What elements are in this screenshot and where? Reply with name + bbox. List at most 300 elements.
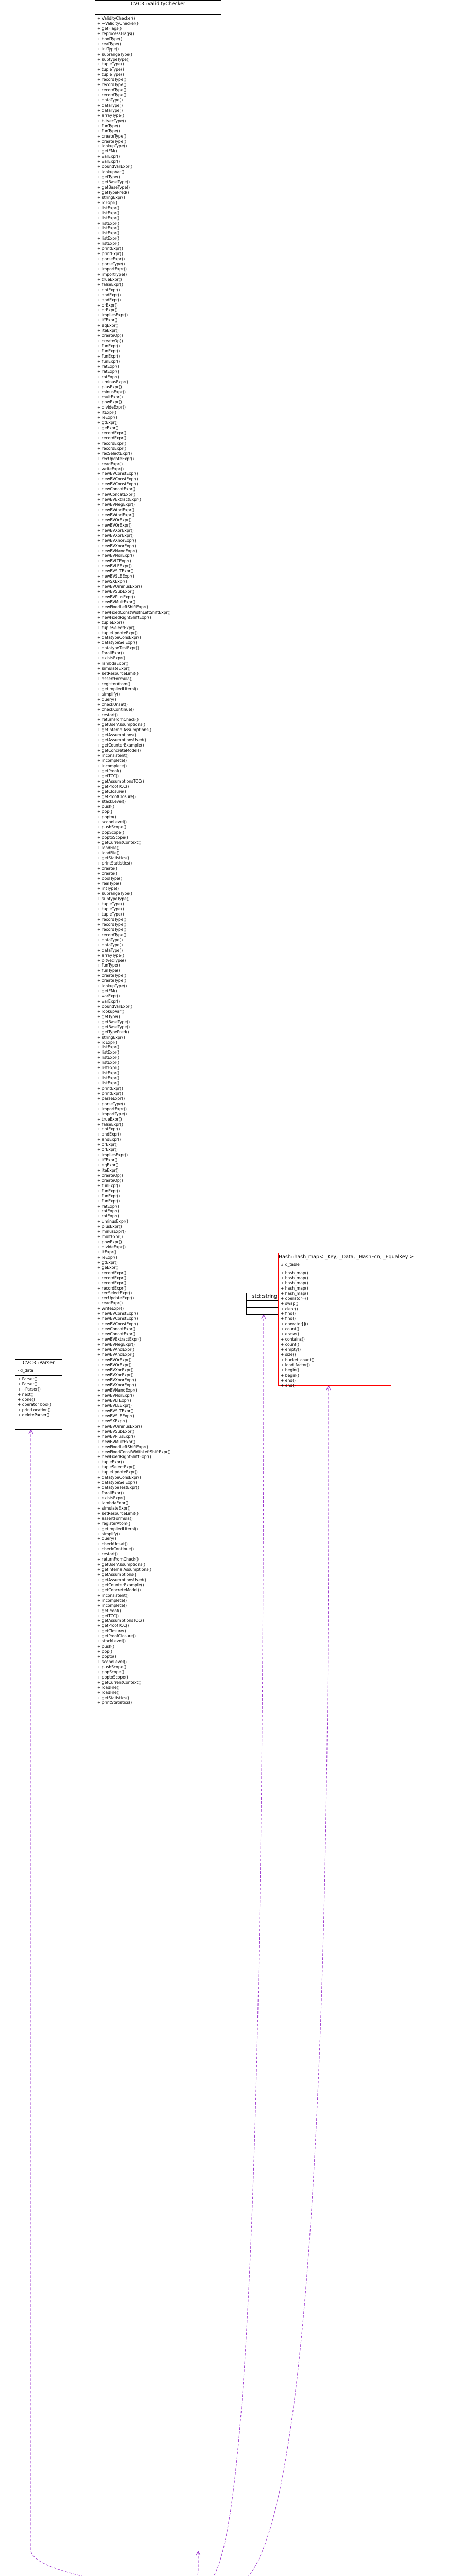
method-row: + newBVXorExpr() — [97, 533, 134, 538]
method-row: + getImpliedLiteral() — [97, 686, 139, 691]
method-row: + registerAtom() — [97, 1521, 131, 1526]
method-row: + simulateExpr() — [97, 1505, 131, 1511]
method-row: + count() — [281, 1342, 300, 1347]
method-row: + varExpr() — [97, 999, 120, 1004]
method-row: + impliesExpr() — [97, 313, 128, 318]
method-row: + ratExpr() — [97, 364, 119, 369]
methods-section — [279, 1269, 391, 1390]
method-row: + getUserAssumptions() — [97, 1562, 146, 1567]
attributes-section — [279, 1261, 391, 1269]
method-row: + funExpr() — [97, 359, 120, 364]
method-row: + newBVXnorExpr() — [97, 1383, 136, 1388]
method-row: + importType() — [97, 272, 127, 277]
attributes-section — [247, 1301, 283, 1308]
method-row: + funExpr() — [97, 1198, 120, 1204]
method-row: + newConcatExpr() — [97, 487, 136, 492]
method-row: + recordType() — [97, 82, 127, 88]
edge-d-map — [234, 1386, 329, 2576]
method-row: + createOp() — [97, 1173, 123, 1178]
method-row: + listExpr() — [97, 1076, 120, 1081]
method-row: + recordExpr() — [97, 440, 127, 446]
class-title: Hash::hash_map< _Key, _Data, _HashFcn, _EqualKey > — [279, 1253, 391, 1261]
method-row: + tupleSelectExpr() — [97, 1465, 136, 1470]
attributes-section — [15, 1367, 62, 1376]
method-row: + listExpr() — [97, 1045, 120, 1050]
method-row: + getClosure() — [97, 789, 126, 794]
method-row: + returnFromCheck() — [97, 717, 139, 722]
method-row: + bitvecType() — [97, 118, 126, 123]
method-row: + loadFile() — [97, 850, 120, 855]
method-row: + operator=() — [281, 1296, 308, 1301]
method-row: + assertFormula() — [97, 1516, 133, 1521]
method-row: + recordType() — [97, 922, 127, 927]
method-row: + arrayType() — [97, 113, 125, 118]
method-row: + listExpr() — [97, 215, 120, 221]
method-row: + andExpr() — [97, 1137, 122, 1142]
method-row: + newBVConstExpr() — [97, 471, 139, 477]
method-row: + gtExpr() — [97, 420, 118, 426]
method-row: + intType() — [97, 886, 119, 891]
method-row: + restart() — [97, 1552, 118, 1557]
method-row: + newBVNegExpr() — [97, 502, 135, 507]
method-row: + Parser() — [18, 1376, 38, 1381]
method-row: + pop() — [97, 1649, 112, 1654]
method-row: + newBVXnorExpr() — [97, 543, 136, 548]
method-row: + getStatistics() — [97, 1695, 129, 1700]
method-row: + lookupType() — [97, 144, 127, 149]
method-row: + orExpr() — [97, 308, 118, 313]
method-row: + listExpr() — [97, 1065, 120, 1071]
method-row: + newBVLTExpr() — [97, 558, 131, 564]
method-row: + orExpr() — [97, 1142, 118, 1147]
method-row: + getImpliedLiteral() — [97, 1526, 139, 1531]
method-row: + uminusExpr() — [97, 379, 128, 384]
method-row: + listExpr() — [97, 210, 120, 215]
method-row: + createType() — [97, 133, 127, 139]
method-row: + dataType() — [97, 937, 123, 942]
method-row: + tupleType() — [97, 902, 124, 907]
method-row: + checkContinue() — [97, 707, 134, 712]
method-row: + incomplete() — [97, 1603, 127, 1608]
method-row: + ratExpr() — [97, 1209, 119, 1214]
method-row: + recordExpr() — [97, 430, 127, 435]
method-row: + andExpr() — [97, 297, 122, 302]
method-row: + subrangeType() — [97, 52, 132, 57]
method-row: + realType() — [97, 881, 122, 886]
method-row: + getStatistics() — [97, 855, 129, 860]
method-row: + incomplete() — [97, 1598, 127, 1603]
method-row: + push() — [97, 804, 115, 809]
method-row: + tupleType() — [97, 912, 124, 917]
method-row: + newBVNegExpr() — [97, 1342, 135, 1347]
method-row: + scopeLevel() — [97, 1659, 127, 1664]
method-row: + setResourceLimit() — [97, 671, 139, 676]
method-row: + getCounterExample() — [97, 1582, 144, 1587]
method-row: + printLocation() — [18, 1407, 51, 1412]
method-row: + tupleExpr() — [97, 620, 124, 625]
method-row: + getTypePred() — [97, 190, 129, 195]
method-row: + begin() — [281, 1372, 299, 1378]
methods-section — [15, 1376, 62, 1419]
method-row: + newFixedConstWidthLeftShiftExpr() — [97, 1449, 171, 1454]
method-row: + datatypeSelExpr() — [97, 640, 137, 646]
method-row: + existsExpr() — [97, 656, 125, 661]
class-parser[interactable] — [15, 1359, 62, 1430]
method-row: + newBVXnorExpr() — [97, 538, 136, 543]
method-row: + varExpr() — [97, 159, 120, 164]
method-row: + count() — [281, 1327, 300, 1332]
method-row: + bucket_count() — [281, 1357, 315, 1362]
method-row: + printExpr() — [97, 1091, 123, 1096]
method-row: + getClosure() — [97, 1629, 126, 1634]
method-row: + hash_map() — [281, 1291, 308, 1296]
method-row: + getTCC() — [97, 773, 119, 778]
method-row: + popScope() — [97, 830, 125, 835]
method-row: + incomplete() — [97, 758, 127, 763]
method-row: + lambdaExpr() — [97, 661, 129, 666]
method-row: + createOp() — [97, 1178, 123, 1183]
methods-section — [95, 15, 221, 1707]
method-row: + createOp() — [97, 333, 123, 338]
method-row: + lookupType() — [97, 984, 127, 989]
method-row: + checkUnsat() — [97, 1541, 128, 1547]
method-row: + iteExpr() — [97, 328, 119, 333]
class-title: CVC3::Parser — [15, 1360, 62, 1367]
method-row: + newBVSLEExpr() — [97, 1413, 134, 1418]
method-row: + listExpr() — [97, 1081, 120, 1086]
method-row: + newBVMultExpr() — [97, 599, 136, 604]
method-row: + newSXExpr() — [97, 1418, 127, 1423]
method-row: + getBaseType() — [97, 180, 130, 184]
method-row: + poptoScope() — [97, 835, 128, 840]
method-row: + newBVSubExpr() — [97, 1429, 135, 1434]
method-row: + newFixedLeftShiftExpr() — [97, 1444, 148, 1449]
method-row: + newBVConstExpr() — [97, 1316, 139, 1321]
method-row: + getInternalAssumptions() — [97, 1567, 152, 1572]
method-row: + popScope() — [97, 1669, 125, 1674]
method-row: + dataType() — [97, 942, 123, 947]
method-row: + clear() — [281, 1306, 298, 1311]
method-row: + newBVMultExpr() — [97, 1439, 136, 1444]
method-row: + recordType() — [97, 77, 127, 82]
method-row: + tupleType() — [97, 72, 124, 77]
method-row: + plusExpr() — [97, 384, 122, 389]
method-row: + multExpr() — [97, 1234, 123, 1240]
class-validity-checker[interactable] — [95, 0, 221, 2551]
method-row: + end() — [281, 1383, 296, 1388]
method-row: + newBVConstExpr() — [97, 1311, 139, 1316]
attribute-row: - d_data — [18, 1368, 33, 1373]
method-row: + query() — [97, 1536, 116, 1541]
method-row: + lookupVar() — [97, 170, 125, 175]
method-row: + realType() — [97, 41, 122, 46]
method-row: + boundVarExpr() — [97, 1004, 133, 1009]
method-row: + leExpr() — [97, 1255, 117, 1260]
method-row: + getAssumptionsUsed() — [97, 738, 146, 743]
method-row: + getInternalAssumptions() — [97, 727, 152, 733]
method-row: + createType() — [97, 973, 127, 978]
method-row: + tupleExpr() — [97, 1460, 124, 1465]
method-row: + dataType() — [97, 103, 123, 108]
method-row: + lambdaExpr() — [97, 1500, 129, 1505]
method-row: + newBVXorExpr() — [97, 528, 134, 533]
method-row: + ~ValidityChecker() — [97, 21, 139, 26]
method-row: + getAssumptions() — [97, 1572, 136, 1577]
method-row: + tupleSelectExpr() — [97, 625, 136, 630]
method-row: + datatypeConsExpr() — [97, 1475, 141, 1480]
class-hash-map[interactable] — [278, 1253, 414, 1388]
method-row: + datatypeConsExpr() — [97, 635, 141, 640]
method-row: + trueExpr() — [97, 1116, 122, 1122]
method-row: + recordType() — [97, 88, 127, 93]
method-row: + geExpr() — [97, 1265, 119, 1270]
method-row: + funExpr() — [97, 344, 120, 348]
method-row: + stringExpr() — [97, 195, 125, 200]
method-row: + newBVNandExpr() — [97, 1388, 137, 1393]
method-row: + stringExpr() — [97, 1035, 125, 1040]
method-row: + newBVLEExpr() — [97, 1403, 132, 1409]
method-row: + tupleType() — [97, 907, 124, 912]
method-row: + powExpr() — [97, 1240, 122, 1245]
method-row: + listExpr() — [97, 241, 120, 246]
method-row: + newBVXnorExpr() — [97, 1378, 136, 1383]
method-row: + newBVOrExpr() — [97, 1362, 132, 1367]
method-row: + andExpr() — [97, 1132, 122, 1137]
method-row: + deleteParser() — [18, 1412, 50, 1417]
method-row: + getTypePred() — [97, 1029, 129, 1035]
method-row: + notExpr() — [97, 287, 120, 292]
method-row: + forallExpr() — [97, 1490, 124, 1495]
method-row: + listExpr() — [97, 1071, 120, 1076]
method-row: + getTCC() — [97, 1613, 119, 1618]
method-row: + newBVNorExpr() — [97, 553, 134, 558]
method-row: + create() — [97, 871, 117, 876]
method-row: + inconsistent() — [97, 753, 129, 758]
method-row: + listExpr() — [97, 1055, 120, 1060]
method-row: + newConcatExpr() — [97, 1331, 136, 1336]
method-row: + hash_map() — [281, 1285, 308, 1291]
method-row: + dataType() — [97, 947, 123, 953]
method-row: + newFixedConstWidthLeftShiftExpr() — [97, 609, 171, 615]
method-row: + printStatistics() — [97, 1700, 132, 1705]
method-row: + boolType() — [97, 876, 123, 881]
method-row: + Parser() — [18, 1381, 38, 1386]
method-row: + boolType() — [97, 36, 123, 41]
method-row: + getCurrentContext() — [97, 840, 142, 845]
method-row: + recordType() — [97, 917, 127, 922]
method-row: + printStatistics() — [97, 860, 132, 866]
method-row: + createType() — [97, 978, 127, 984]
method-row: + impliesExpr() — [97, 1153, 128, 1158]
method-row: + contains() — [281, 1337, 305, 1342]
method-row: + checkContinue() — [97, 1547, 134, 1552]
method-row: + getType() — [97, 175, 120, 180]
method-row: + newBVNorExpr() — [97, 1393, 134, 1398]
method-row: + getCounterExample() — [97, 743, 144, 748]
method-row: + getProofClosure() — [97, 1634, 136, 1639]
class-title: CVC3::ValidityChecker — [95, 1, 221, 8]
method-row: + getCurrentContext() — [97, 1680, 142, 1685]
method-row: + pop() — [97, 809, 112, 815]
method-row: + newBVConstExpr() — [97, 477, 139, 482]
method-row: + loadFile() — [97, 845, 120, 850]
method-row: + newSXExpr() — [97, 579, 127, 584]
method-row: + newBVConstExpr() — [97, 1321, 139, 1327]
method-row: + datatypeSelExpr() — [97, 1480, 137, 1485]
method-row: + loadFile() — [97, 1685, 120, 1690]
method-row: + stackLevel() — [97, 799, 126, 804]
method-row: + funType() — [97, 123, 120, 128]
method-row: + readExpr() — [97, 1301, 123, 1306]
method-row: + getConcreteModel() — [97, 748, 141, 753]
method-row: + getBaseType() — [97, 1019, 130, 1024]
method-row: + divideExpr() — [97, 405, 126, 410]
method-row: + falseExpr() — [97, 282, 124, 287]
method-row: + newBVSLEExpr() — [97, 574, 134, 579]
method-row: + newBVUminusExpr() — [97, 1423, 142, 1429]
edge-d-vc — [196, 2551, 198, 2576]
method-row: + getType() — [97, 1014, 120, 1019]
method-row: + newFixedLeftShiftExpr() — [97, 604, 148, 609]
method-row: + push() — [97, 1644, 115, 1649]
class-title: std::string — [247, 1293, 283, 1301]
method-row: + newBVSLTExpr() — [97, 1409, 134, 1413]
method-row: + subtypeType() — [97, 57, 130, 62]
method-row: + newFixedRightShiftExpr() — [97, 615, 151, 620]
method-row: + listExpr() — [97, 231, 120, 236]
method-row: + notExpr() — [97, 1127, 120, 1132]
methods-section — [247, 1308, 283, 1314]
method-row: + ltExpr() — [97, 1249, 117, 1255]
method-row: + newConcatExpr() — [97, 1327, 136, 1331]
method-row: + funExpr() — [97, 348, 120, 353]
method-row: + andExpr() — [97, 292, 122, 297]
method-row: + idExpr() — [97, 200, 117, 205]
method-row: + getEM() — [97, 989, 117, 994]
method-row: + create() — [97, 866, 117, 871]
method-row: + getUserAssumptions() — [97, 722, 146, 727]
method-row: + recordExpr() — [97, 446, 127, 451]
method-row: + returnFromCheck() — [97, 1557, 139, 1562]
method-row: + popto() — [97, 815, 116, 820]
method-row: + writeExpr() — [97, 466, 124, 471]
method-row: + parseType() — [97, 1101, 125, 1106]
method-row: + scopeLevel() — [97, 820, 127, 825]
method-row: + existsExpr() — [97, 1495, 125, 1500]
method-row: + getAssumptions() — [97, 733, 136, 738]
method-row: + recordType() — [97, 927, 127, 932]
method-row: + newBVOrExpr() — [97, 522, 132, 528]
method-row: + load_factor() — [281, 1362, 310, 1367]
method-row: + newBVXorExpr() — [97, 1367, 134, 1372]
method-row: + printExpr() — [97, 251, 123, 257]
method-row: + assertFormula() — [97, 676, 133, 681]
method-row: + getBaseType() — [97, 184, 130, 190]
method-row: + funExpr() — [97, 1183, 120, 1188]
method-row: + pushScope() — [97, 825, 127, 830]
method-row: + listExpr() — [97, 1050, 120, 1055]
method-row: + intType() — [97, 46, 119, 52]
method-row: + arrayType() — [97, 953, 125, 958]
method-row: + recordExpr() — [97, 435, 127, 440]
method-row: + ratExpr() — [97, 1204, 119, 1209]
method-row: + dataType() — [97, 98, 123, 103]
method-row: + boundVarExpr() — [97, 164, 133, 170]
method-row: + funType() — [97, 968, 120, 973]
method-row: + getProofTCC() — [97, 1623, 129, 1629]
method-row: + importType() — [97, 1111, 127, 1116]
method-row: + parseType() — [97, 262, 125, 266]
method-row: + newBVPlusExpr() — [97, 1434, 135, 1439]
method-row: + query() — [97, 697, 116, 702]
method-row: + printExpr() — [97, 1086, 123, 1091]
method-row: + funType() — [97, 128, 120, 133]
method-row: + simplify() — [97, 691, 120, 697]
method-row: + done() — [18, 1397, 35, 1402]
method-row: + simplify() — [97, 1531, 120, 1536]
method-row: + listExpr() — [97, 1060, 120, 1065]
method-row: + ratExpr() — [97, 369, 119, 374]
method-row: + simulateExpr() — [97, 666, 131, 671]
method-row: + listExpr() — [97, 221, 120, 226]
method-row: + poptoScope() — [97, 1674, 128, 1680]
method-row: + lookupVar() — [97, 1009, 125, 1014]
method-row: + varExpr() — [97, 154, 120, 159]
method-row: + tupleType() — [97, 67, 124, 72]
method-row: + size() — [281, 1352, 296, 1357]
method-row: + funExpr() — [97, 353, 120, 359]
method-row: + plusExpr() — [97, 1224, 122, 1229]
method-row: + getFlags() — [97, 26, 122, 31]
method-row: + tupleType() — [97, 62, 124, 67]
method-row: + getProofClosure() — [97, 794, 136, 799]
method-row: + importExpr() — [97, 1106, 127, 1111]
attribute-row: # d_table — [281, 1262, 300, 1267]
method-row: + newBVNandExpr() — [97, 548, 137, 553]
method-row: + stackLevel() — [97, 1639, 126, 1644]
method-row: + listExpr() — [97, 226, 120, 231]
method-row: + subrangeType() — [97, 891, 132, 896]
method-row: + newBVPlusExpr() — [97, 594, 135, 599]
method-row: + readExpr() — [97, 461, 123, 466]
method-row: + getEM() — [97, 149, 117, 154]
method-row: + recUpdateExpr() — [97, 456, 134, 461]
method-row: + ValidityChecker() — [97, 16, 135, 21]
method-row: + iffExpr() — [97, 318, 118, 323]
method-row: + next() — [18, 1392, 34, 1397]
method-row: + tupleUpdateExpr() — [97, 630, 138, 635]
method-row: + newBVConstExpr() — [97, 482, 139, 487]
method-row: + newBVLTExpr() — [97, 1398, 131, 1403]
method-row: + orExpr() — [97, 1147, 118, 1153]
method-row: + newBVLEExpr() — [97, 564, 132, 569]
method-row: + newBVOrExpr() — [97, 1357, 132, 1362]
method-row: + writeExpr() — [97, 1306, 124, 1311]
method-row: + geExpr() — [97, 426, 119, 430]
method-row: + subtypeType() — [97, 896, 130, 902]
method-row: + operator[]() — [281, 1321, 308, 1327]
method-row: + uminusExpr() — [97, 1219, 128, 1224]
method-row: + getProof() — [97, 768, 122, 773]
method-row: + find() — [281, 1311, 296, 1316]
method-row: + reprocessFlags() — [97, 31, 134, 36]
method-row: + recordExpr() — [97, 1280, 127, 1285]
method-row: + end() — [281, 1378, 296, 1383]
method-row: + registerAtom() — [97, 681, 131, 686]
method-row: + importExpr() — [97, 266, 127, 272]
method-row: + ratExpr() — [97, 1214, 119, 1219]
method-row: + powExpr() — [97, 400, 122, 405]
